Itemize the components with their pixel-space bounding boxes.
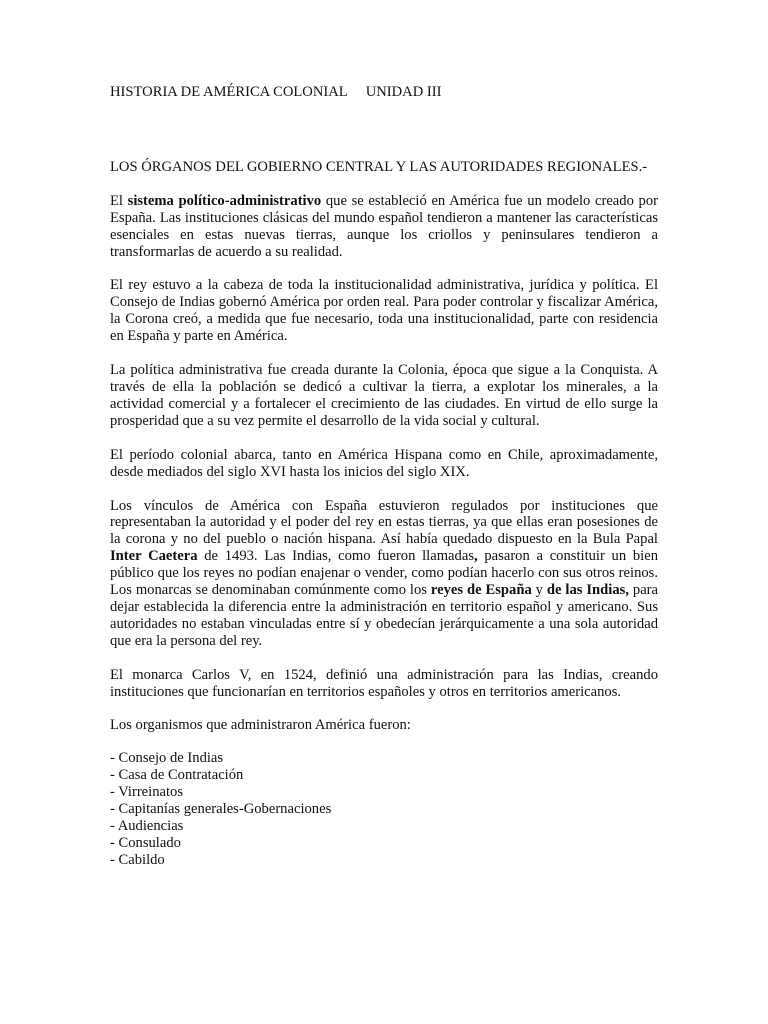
- document-page: [110, 84, 658, 869]
- list-item: - Audiencias: [110, 818, 184, 834]
- paragraph-5: [110, 498, 658, 650]
- list-item: - Virreinatos: [110, 784, 184, 801]
- paragraph-3: La política administrativa fue creada durante la Colonia, época que sigue a la Conquista. A través de ella la población se dedicó a cultivar la tierra, a explotar los minerales, a la actividad comercial y a fortalecer el crecimiento de las ciudades. En virtud de ello surge la prosperidad que a su vez permite el desarrollo de la vida social y cultural.: [110, 362, 658, 429]
- p1-text-a: El: [110, 192, 128, 209]
- list-item: - Casa de Contratación: [110, 767, 244, 784]
- course-title: HISTORIA DE AMÉRICA COLONIAL: [110, 84, 348, 100]
- paragraph-7: Los organismos que administraron América fueron:: [110, 717, 411, 734]
- paragraph-1: [110, 193, 658, 261]
- p5-bold-comma: ,: [474, 548, 478, 565]
- paragraph-6: El monarca Carlos V, en 1524, definió una administración para las Indias, creando instituciones que funcionarían en territorios españoles y otros en territorios americanos.: [110, 666, 658, 700]
- p5-text-c: de 1493. Las Indias, como fueron llamadas: [197, 548, 474, 565]
- list-item: - Consejo de Indias: [110, 750, 224, 767]
- p5-text-a: Los vínculos de América con España estuvieron regulados por instituciones que representaban la autoridad y el poder del rey en estas tierras, ya que ellas eran posesiones de la corona y no del pueblo o nación hispana. Así había quedado dispuesto en la Bula Papal: [110, 497, 658, 548]
- p5-text-e: pasaron a constituir un bien público que los reyes no podían enajenar o vender, como podían hacerlo con sus otros reinos. Los monarcas se denominaban comúnmente como los: [110, 548, 659, 599]
- p5-text-i: para dejar establecida la diferencia entre la administración en territorio español y americano. Sus autoridades no estaban vinculadas entre sí y obedecían jerárquicamente a una sola autoridad que era la persona del rey.: [110, 582, 659, 649]
- p5-bold-bula: Inter Caetera: [110, 548, 198, 565]
- paragraph-2: El rey estuvo a la cabeza de toda la institucionalidad administrativa, jurídica y política. El Consejo de Indias gobernó América por orden real. Para poder controlar y fiscalizar América, la Corona creó, a medida que fue necesario, toda una institucionalidad, parte con residencia en España y parte en América.: [110, 277, 658, 345]
- p5-bold-indias: de las Indias,: [546, 582, 629, 599]
- list-item: - Cabildo: [110, 851, 165, 868]
- unit-label: UNIDAD III: [365, 84, 442, 100]
- p1-text-c: que se estableció en América fue un modelo creado por España. Las instituciones clásicas del mundo español tendieron a mantener las características esenciales en estas nuevas tierras, aunque los criollos y peninsulares tendieron a transformarlas de acuerdo a su realidad.: [110, 192, 658, 260]
- list-item: - Consulado: [110, 834, 181, 851]
- document-header: [110, 84, 658, 101]
- organisms-list: [110, 750, 658, 868]
- p5-bold-reyes-espana: reyes de España: [430, 582, 532, 599]
- list-item: - Capitanías generales-Gobernaciones: [110, 801, 332, 818]
- p1-bold-term: sistema político-administrativo: [127, 192, 322, 209]
- p5-text-g: y: [531, 582, 547, 599]
- section-title: LOS ÓRGANOS DEL GOBIERNO CENTRAL Y LAS AUTORIDADES REGIONALES.-: [110, 158, 648, 175]
- paragraph-4: El período colonial abarca, tanto en América Hispana como en Chile, aproximadamente, desde mediados del siglo XVI hasta los inicios del siglo XIX.: [110, 446, 658, 480]
